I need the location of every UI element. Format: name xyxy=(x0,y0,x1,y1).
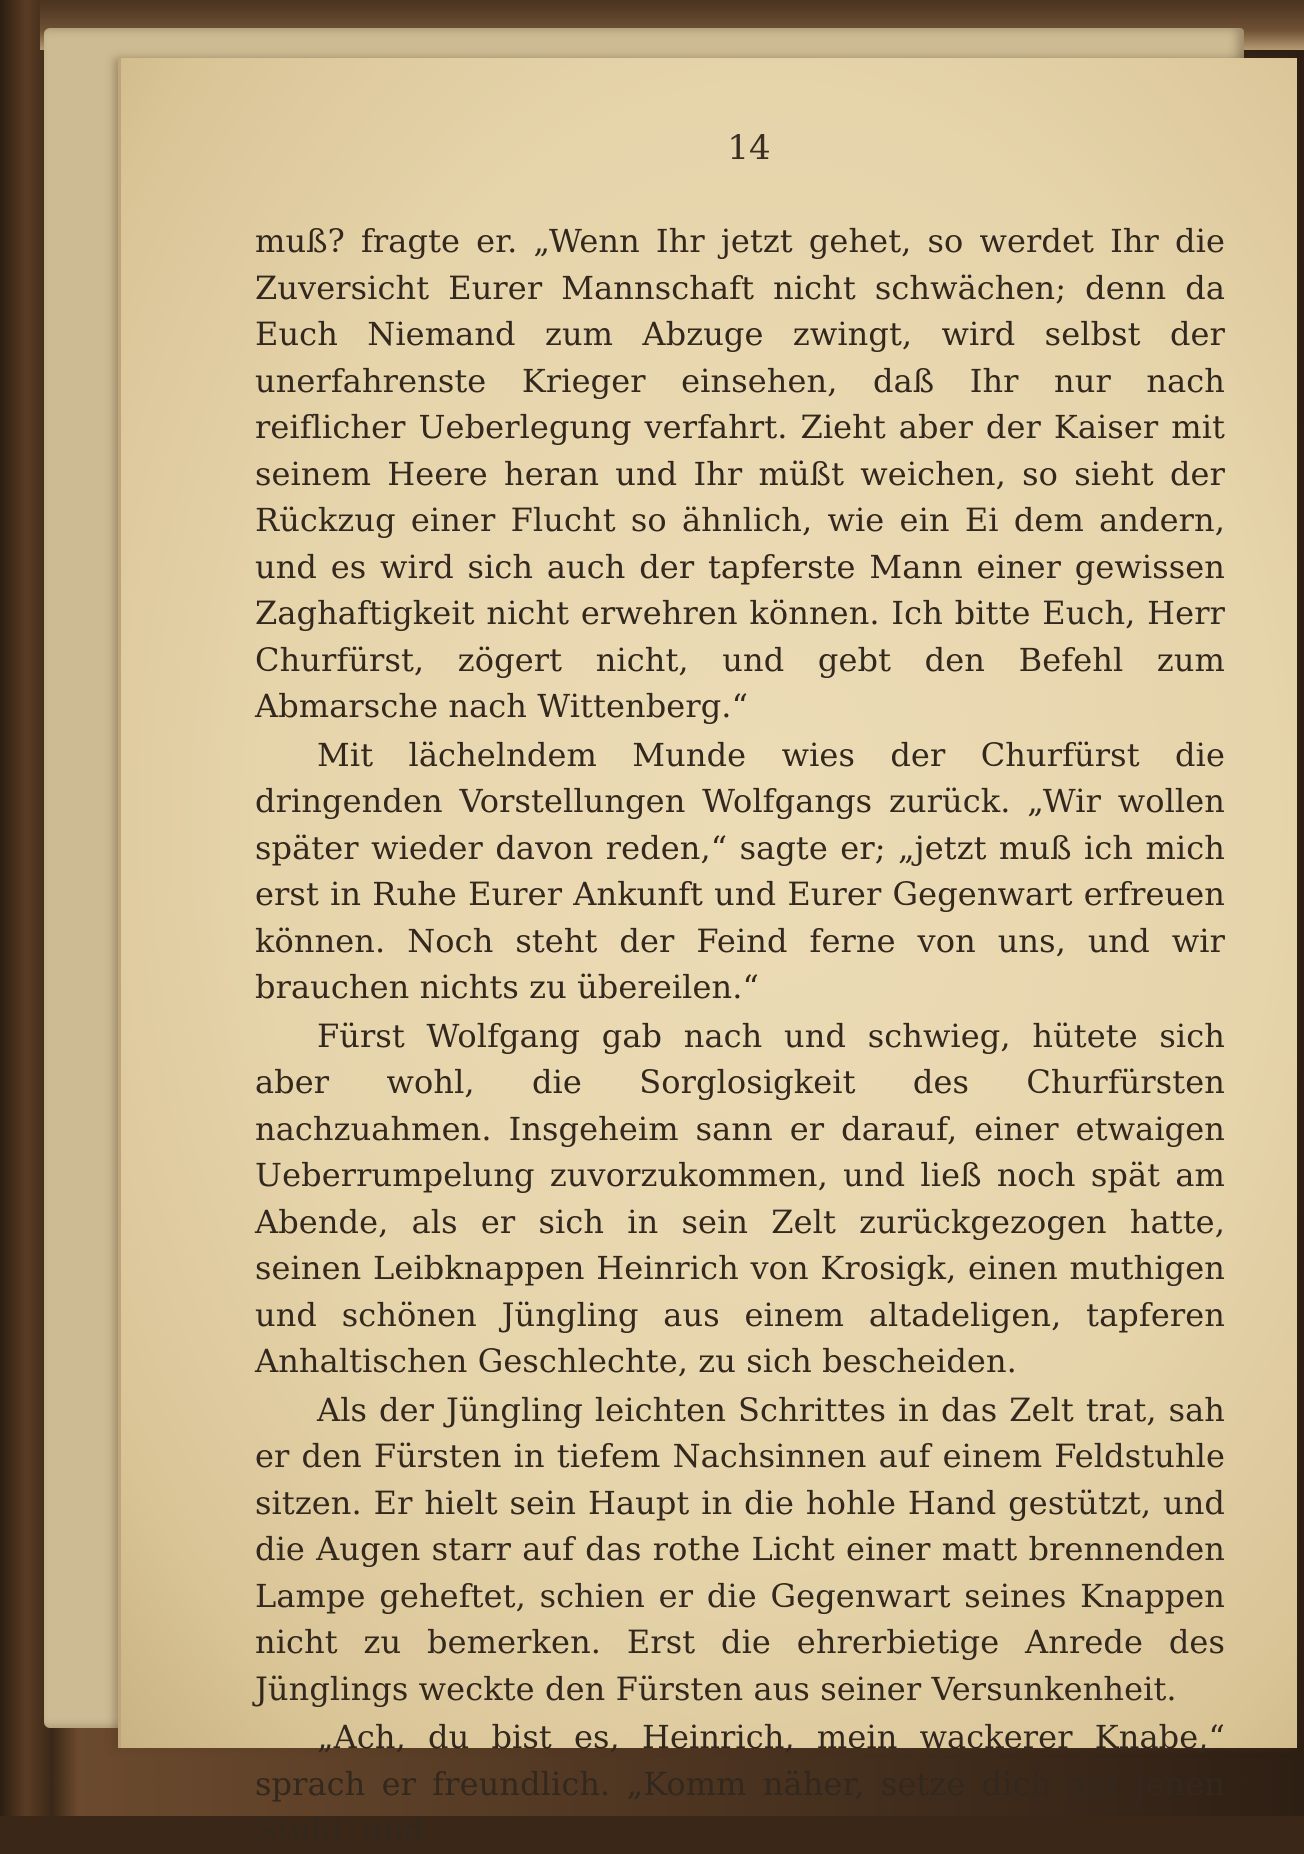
paragraph-3: Fürst Wolfgang gab nach und schwieg, hütete sich aber wohl, die Sorglosigkeit des Churfürsten nachzuahmen. Insgeheim sann er darauf, einer etwaigen Ueberrumpelung zuvorzukommen, und ließ noch spät am Abende, als er sich in sein Zelt zurückgezogen hatte, seinen Leibknappen Heinrich von Krosigk, einen muthigen und schönen Jüngling aus einem altadeligen, tapferen Anhaltischen Geschlechte, zu sich bescheiden. xyxy=(255,1016,1225,1380)
paragraph-1: muß? fragte er. „Wenn Ihr jetzt gehet, so werdet Ihr die Zuversicht Eurer Mannschaft nicht schwächen; denn da Euch Niemand zum Abzuge zwingt, wird selbst der unerfahrenste Krieger einsehen, daß Ihr nur nach reiflicher Ueberlegung verfahrt. Zieht aber der Kaiser mit seinem Heere heran und Ihr müßt weichen, so sieht der Rückzug einer Flucht so ähnlich, wie ein Ei dem andern, und es wird sich auch der tapferste Mann einer gewissen Zaghaftigkeit nicht erwehren können. Ich bitte Euch, Herr Churfürst, zögert nicht, und gebt den Befehl zum Abmarsche nach Wittenberg.“ xyxy=(255,222,1225,725)
page-text xyxy=(255,218,1225,1854)
paragraph-5: „Ach, du bist es, Heinrich, mein wackerer Knabe,“ sprach er freundlich. „Komm näher, setze dich auf jenen Stuhl, und xyxy=(255,1718,1225,1849)
paragraph-2: Mit lächelndem Munde wies der Churfürst die dringenden Vorstellungen Wolfgangs zurück. „Wir wollen später wieder davon reden,“ sagte er; „jetzt muß ich mich erst in Ruhe Eurer Ankunft und Eurer Gegenwart erfreuen können. Noch steht der Feind ferne von uns, und wir brauchen nichts zu übereilen.“ xyxy=(255,735,1225,1006)
paragraph-4: Als der Jüngling leichten Schrittes in das Zelt trat, sah er den Fürsten in tiefem Nachsinnen auf einem Feldstuhle sitzen. Er hielt sein Haupt in die hohle Hand gestützt, und die Augen starr auf das rothe Licht einer matt brennenden Lampe geheftet, schien er die Gegenwart seines Knappen nicht zu bemerken. Erst die ehrerbietige Anrede des Jünglings weckte den Fürsten aus seiner Versunkenheit. xyxy=(255,1390,1225,1708)
book-page xyxy=(118,58,1297,1849)
page-number: 14 xyxy=(727,128,771,168)
